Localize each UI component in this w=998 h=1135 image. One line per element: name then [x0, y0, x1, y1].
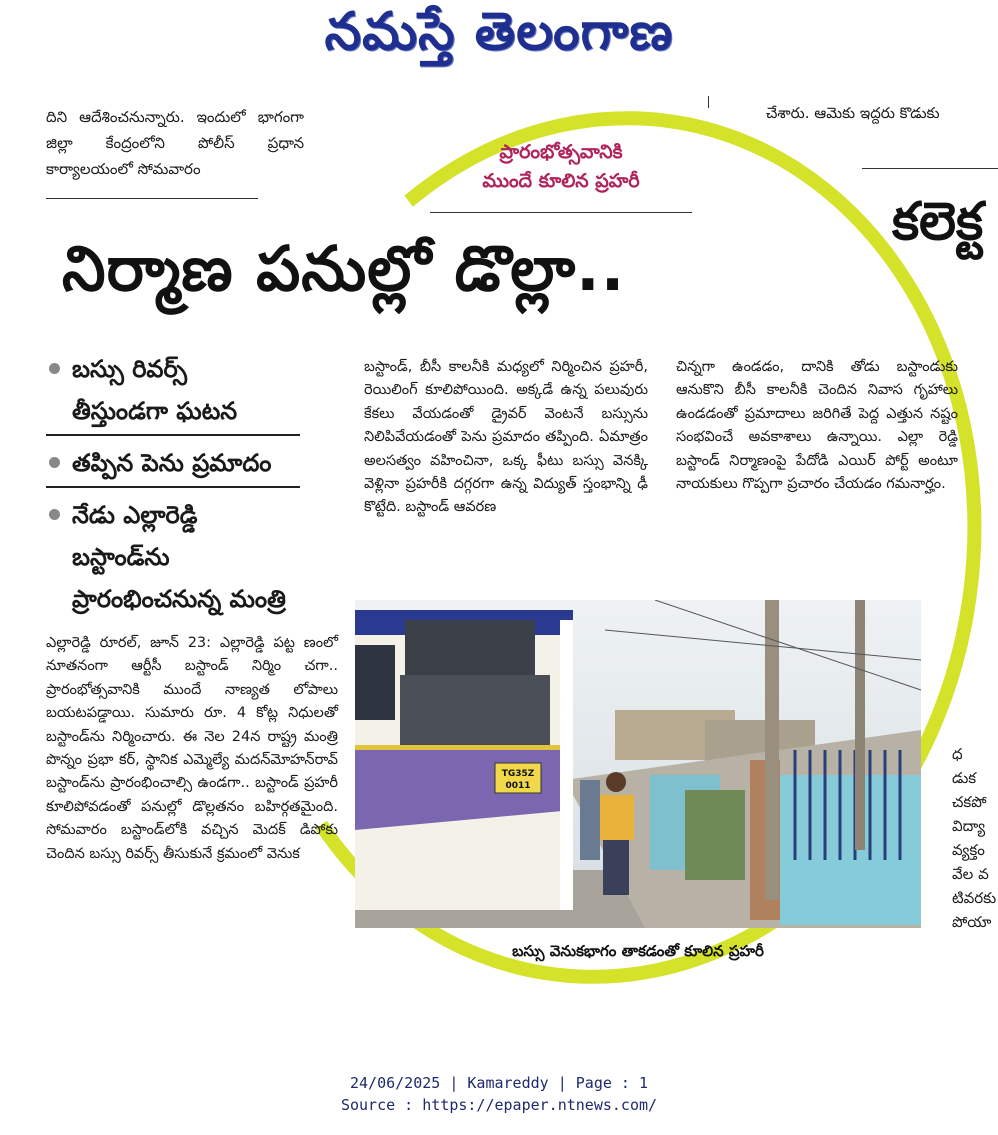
footer-source: Source : https://epaper.ntnews.com/	[340, 1096, 658, 1114]
main-headline: నిర్మాణ పనుల్లో డొల్లా..	[62, 232, 626, 305]
highlight-item	[46, 494, 308, 620]
right-headline-fragment: కలెక్ట	[892, 192, 984, 252]
divider	[46, 486, 300, 488]
text-fragment: ధ	[952, 745, 963, 763]
highlight-item	[46, 442, 308, 484]
text-fragment: చకపో	[952, 793, 987, 811]
article-column-3: చిన్నగా ఉండడం, దానికి తోడు బస్టాండుకు ఆనుకొని బీసీ కాలనీకి చెందిన నివాస గృహాలు ఉండడంతో ప్రమాదాలు జరిగితే పెద్ద ఎత్తున నష్టం సంభవించే అవకాశాలు ఉన్నాయి. ఎల్లా రెడ్డి బస్టాండ్ నిర్మాణంపై పేదోడి ఎయిర్ పోర్ట్ అంటూ నాయకులు గొప్పగా ప్రచారం చేయడం గమనార్హం.	[676, 359, 958, 493]
top-left-article-text: దిని ఆదేశించనున్నారు. ఇందులో భాగంగా జిల్లా కేంద్రంలోని పోలీస్ ప్రధాన కార్యాలయంలో సోమవారం	[46, 108, 304, 178]
kicker	[430, 138, 692, 196]
bullet-icon	[49, 509, 60, 520]
divider	[862, 168, 998, 169]
kicker-line-1: ప్రారంభోత్సవానికి	[499, 141, 623, 163]
masthead-logo: నమస్తే తెలంగాణ	[324, 2, 674, 62]
bullet-icon	[49, 457, 60, 468]
bus-plate-line-1: TG35Z	[501, 769, 535, 779]
bus-plate-line-2: 0011	[505, 781, 531, 791]
right-edge-article	[952, 742, 998, 934]
highlight-item	[46, 348, 308, 432]
divider	[708, 96, 709, 108]
text-fragment: పోయా	[952, 913, 992, 931]
text-fragment: టివరకు	[952, 889, 997, 907]
page-footer	[0, 1072, 998, 1116]
highlights-list	[46, 348, 308, 620]
highlight-text: బస్సు రివర్స్	[72, 355, 187, 383]
divider	[46, 198, 258, 199]
bus-photo-illustration	[355, 600, 921, 928]
photo-caption: బస్సు వెనుకభాగం తాకడంతో కూలిన ప్రహరీ	[512, 942, 764, 960]
highlight-text: తప్పిన పెను ప్రమాదం	[72, 449, 272, 477]
highlight-text: ప్రారంభించనున్న మంత్రి	[72, 585, 286, 613]
kicker-underline	[430, 212, 692, 213]
highlight-text: బస్టాండ్‌ను	[72, 543, 170, 571]
text-fragment: వ్యక్తం	[952, 841, 985, 859]
article-column-2: బస్టాండ్, బీసీ కాలనీకి మధ్యలో నిర్మించిన ప్రహరీ, రెయిలింగ్ కూలిపోయింది. అక్కడే ఉన్న పలువురు కేకలు వేయడంతో డ్రైవర్ వెంటనే బస్సును నిలిపివేయడంతో పెను ప్రమాదం తప్పింది. ఏమాత్రం అలసత్వం వహించినా, ఒక్క ఫీటు బస్సు వెనక్కి వెళ్లినా ప్రహరీకి దగ్గరగా ఉన్న విద్యుత్ స్తంభాన్ని ఢీ కొట్టేది. బస్టాండ్ ఆవరణ	[364, 359, 648, 516]
text-fragment: విద్యా	[952, 817, 986, 835]
kicker-line-2: ముందే కూలిన ప్రహరీ	[482, 170, 640, 192]
highlight-text: నేడు ఎల్లారెడ్డి	[72, 501, 198, 529]
news-photo	[355, 600, 921, 928]
footer-date-edition: 24/06/2025 | Kamareddy | Page : 1	[349, 1074, 648, 1092]
divider	[46, 434, 300, 436]
top-right-article-text: చేశారు. ఆమెకు ఇద్దరు కొడుకు	[766, 104, 940, 122]
article-column-1: ఎల్లారెడ్డి రూరల్, జూన్ 23: ఎల్లారెడ్డి పట్ట ణంలో నూతనంగా ఆర్టీసీ బస్టాండ్ నిర్మిం చగా.. ప్రారంభోత్సవానికి ముందే నాణ్యత లోపాలు బయటపడ్డాయి. సుమారు రూ. 4 కోట్ల నిధులతో బస్టాండ్‌ను నిర్మించారు. ఈ నెల 24న రాష్ట్ర మంత్రి పొన్నం ప్రభా కర్, స్థానిక ఎమ్మెల్యే మదన్‌మోహన్‌రావ్ బస్టాండ్‌ను ప్రారంభించాల్సి ఉండగా.. బస్టాండ్ ప్రహరీ కూలిపోవడంతో పనుల్లో డొల్లతనం బహిర్గతమైంది. సోమవారం బస్టాండ్‌లోకి వచ్చిన మెదక్ డిపోకు చెందిన బస్సు రివర్స్ తీసుకునే క్రమంలో వెనుక	[46, 635, 338, 862]
text-fragment: వేల వ	[952, 865, 989, 883]
text-fragment: డుక	[952, 769, 977, 787]
bullet-icon	[49, 363, 60, 374]
highlight-text: తీస్తుండగా ఘటన	[72, 397, 238, 425]
